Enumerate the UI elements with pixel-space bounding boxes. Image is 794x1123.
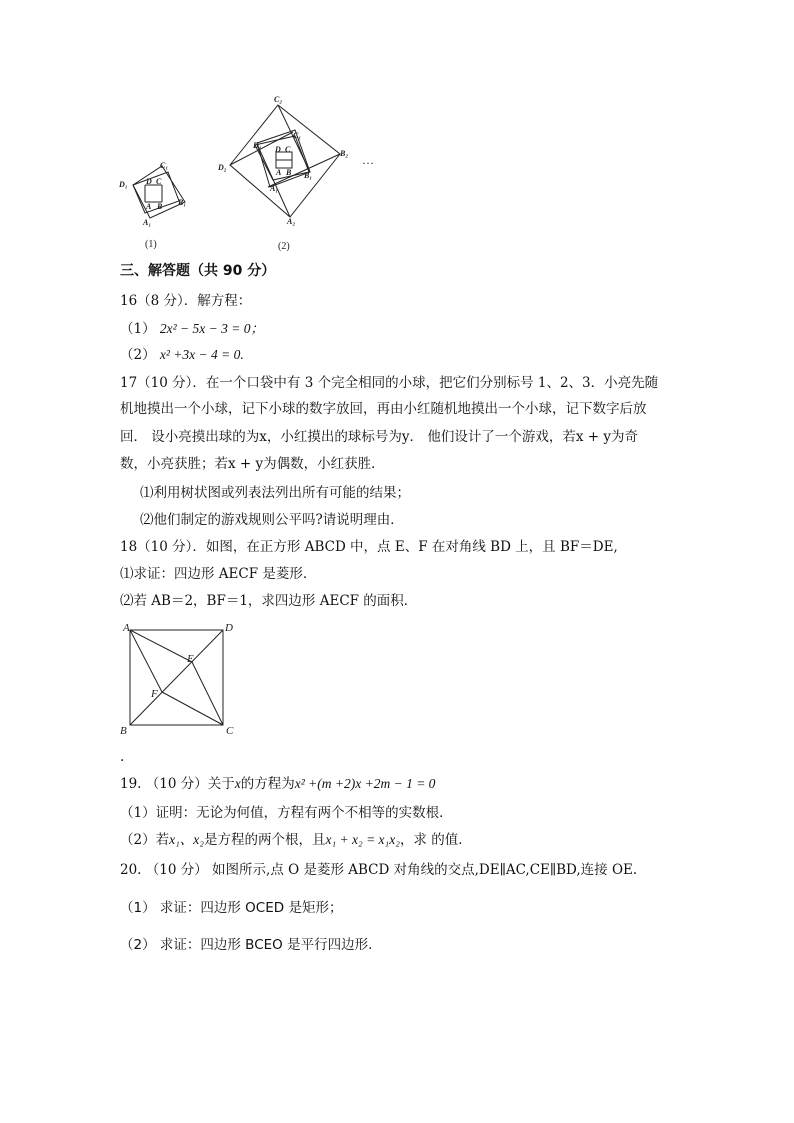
caption-1: (1) — [145, 239, 157, 250]
q19-var-x: x — [234, 776, 241, 791]
q19-line3-a: （2）若 — [120, 832, 170, 848]
diagonal-bd — [130, 630, 223, 725]
square-figure — [115, 618, 245, 743]
section-title: 三、解答题（共 90 分） — [120, 263, 276, 279]
label-c: C — [226, 725, 234, 737]
q16-p2-equation: x² +3x − 4 = 0. — [159, 347, 244, 362]
q20-p1: 求证：四边形 OCED 是矩形； — [159, 900, 343, 916]
q20-p2: 求证：四边形 BCEO 是平行四边形. — [159, 937, 373, 953]
fig1-label-b: B — [157, 202, 163, 211]
q17-line3: 回． 设小亮摸出球的为x，小红摸出的球标号为y． 他们设计了一个游戏，若x + y为奇 — [120, 429, 638, 445]
label-b: B — [120, 725, 127, 737]
q17-line2: 机地摸出一个小球，记下小球的数字放回，再由小红随机地摸出一个小球，记下数字后放 — [120, 401, 647, 417]
caption-2: (2) — [278, 241, 290, 252]
q18-line1: 18（10 分）．如图，在正方形 ABCD 中，点 E、F 在对角线 BD 上，且 BF＝DE, — [120, 539, 618, 555]
q16-p1-num: （1） — [120, 321, 156, 337]
fig2-label-a2: A₂ — [287, 217, 296, 226]
fig2-label-d1: D₁ — [253, 141, 262, 150]
label-e: E — [187, 653, 194, 665]
fig1-label-a1: A₁ — [143, 218, 152, 227]
top-figures — [110, 92, 410, 257]
q18-line2: ⑴求证：四边形 AECF 是菱形． — [120, 566, 317, 582]
label-a: A — [123, 622, 130, 634]
q16-p1-equation: 2x² − 5x − 3 = 0； — [159, 321, 265, 336]
q19-line3-b: 是方程的两个根，且 — [203, 832, 326, 848]
fig2-label-d: D — [275, 145, 281, 154]
fig2-label-c2: C₂ — [274, 95, 283, 104]
q16-head: 16（8 分）．解方程： — [120, 293, 252, 309]
q20-line1: 20. （10 分） 如图所示,点 O 是菱形 ABCD 对角线的交点,DE∥AC,CE∥BD,连接 OE. — [120, 862, 638, 878]
fig2-label-b1: B₁ — [304, 171, 313, 180]
q20-p1-num: （1） — [120, 900, 156, 916]
q16-p2-num: （2） — [120, 347, 156, 363]
q17-line4: 数，小亮获胜；若x + y为偶数，小红获胜． — [120, 456, 385, 472]
q19-condition: x₁ + x₂ = x₁x₂ — [325, 832, 400, 847]
q19-roots: x₁、x₂ — [169, 832, 204, 847]
segment-af — [130, 630, 162, 692]
fig2-label-c1: C₁ — [293, 131, 302, 140]
q17-line1: 17（10 分）．在一个口袋中有 3 个完全相同的小球，把它们分别标号 1、2、3．小亮先随 — [120, 375, 659, 391]
figure-2 — [230, 105, 340, 217]
segment-ae — [130, 630, 192, 662]
segment-ce — [192, 662, 223, 725]
fig1-label-c: C — [156, 177, 162, 186]
fig2-label-d2: D₂ — [218, 163, 227, 172]
q18-dot: . — [120, 749, 125, 765]
fig2-label-b2: B₂ — [340, 149, 349, 158]
q17-sub2: ⑵他们制定的游戏规则公平吗?请说明理由． — [140, 512, 404, 528]
fig1-label-c1: C₁ — [160, 161, 169, 170]
fig2-label-a: A — [276, 168, 282, 177]
ellipsis: … — [362, 153, 374, 167]
q19-line2: （1）证明：无论为何值，方程有两个不相等的实数根． — [120, 805, 453, 821]
q20-p2-num: （2） — [120, 937, 156, 953]
fig2-label-b: B — [286, 168, 292, 177]
q19-head-a: 19. （10 分）关于 — [120, 776, 235, 792]
q19-head-c: 的方程为 — [240, 776, 295, 792]
fig1-label-d1: D₁ — [119, 180, 128, 189]
q19-equation: x² +(m +2)x +2m − 1 = 0 — [294, 776, 436, 791]
segment-cf — [162, 692, 223, 725]
label-d: D — [225, 622, 233, 634]
fig2-label-a1: A₁ — [270, 184, 279, 193]
q18-line3: ⑵若 AB＝2，BF＝1，求四边形 AECF 的面积． — [120, 593, 418, 609]
fig1-label-d: D — [146, 177, 152, 186]
fig1-label-a: A — [146, 202, 152, 211]
q19-line3-c: ，求 的值． — [399, 832, 472, 848]
fig2-label-c: C — [285, 145, 291, 154]
q17-sub1: ⑴利用树状图或列表法列出所有可能的结果； — [140, 485, 410, 501]
fig1-label-b1: B₁ — [178, 198, 187, 207]
label-f: F — [151, 688, 158, 700]
